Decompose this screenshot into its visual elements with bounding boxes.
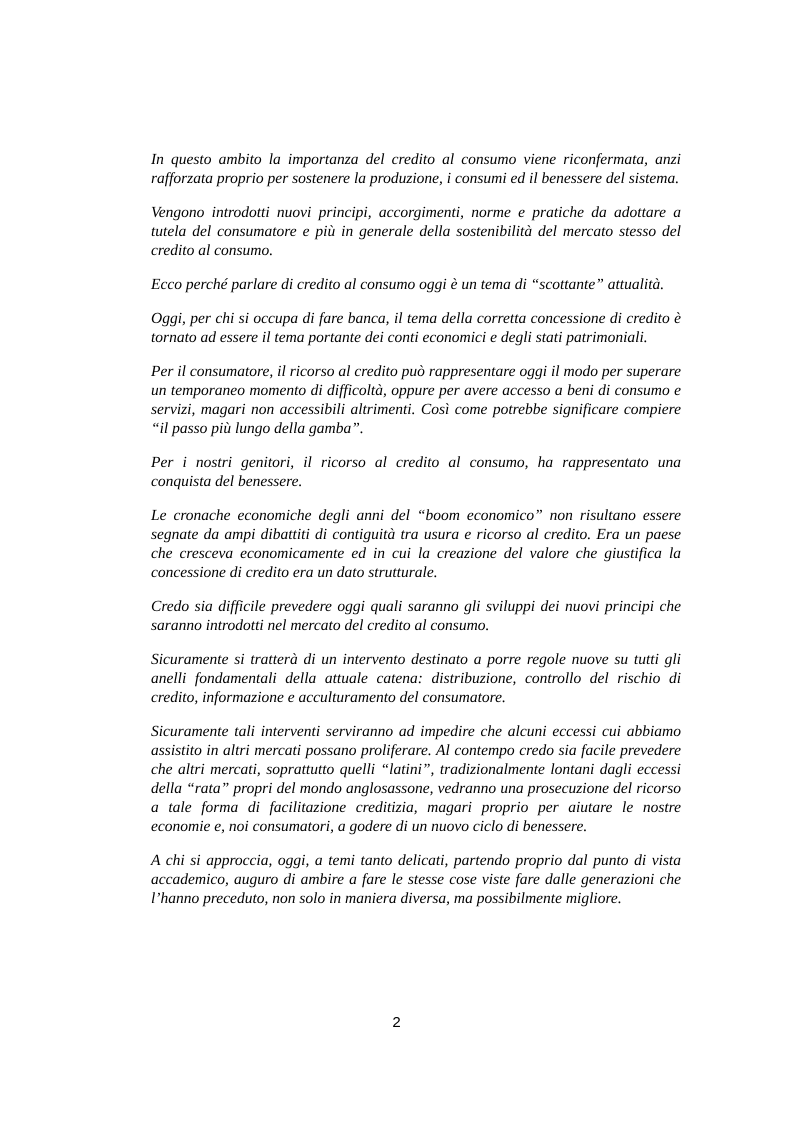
paragraph-7: Le cronache economiche degli anni del “boom economico” non risultano essere segnate da ampi dibattiti di contiguità tra usura e ricorso al credito. Era un paese che cresceva economicamente ed in cui la creazione del valore che giustifica la concessione di credito era un dato strutturale. xyxy=(151,507,681,581)
paragraph-6: Per i nostri genitori, il ricorso al credito al consumo, ha rappresentato una conquista del benessere. xyxy=(151,454,681,490)
paragraph-10: Sicuramente tali interventi serviranno ad impedire che alcuni eccessi cui abbiamo assistito in altri mercati possano proliferare. Al contempo credo sia facile prevedere che altri mercati, soprattutto quelli “latini”, tradizionalmente lontani dagli eccessi della “rata” propri del mondo anglosassone, vedranno una prosecuzione del ricorso a tale forma di facilitazione creditizia, magari proprio per aiutare le nostre economie e, noi consumatori, a godere di un nuovo ciclo di benessere. xyxy=(151,723,681,835)
paragraph-8: Credo sia difficile prevedere oggi quali saranno gli sviluppi dei nuovi principi che saranno introdotti nel mercato del credito al consumo. xyxy=(151,598,681,634)
paragraph-11: A chi si approccia, oggi, a temi tanto delicati, partendo proprio dal punto di vista accademico, auguro di ambire a fare le stesse cose viste fare dalle generazioni che l’hanno preceduto, non solo in maniera diversa, ma possibilmente migliore. xyxy=(151,852,681,907)
paragraph-1: In questo ambito la importanza del credito al consumo viene riconfermata, anzi rafforzata proprio per sostenere la produzione, i consumi ed il benessere del sistema. xyxy=(151,151,681,187)
paragraph-4: Oggi, per chi si occupa di fare banca, il tema della corretta concessione di credito è tornato ad essere il tema portante dei conti economici e degli stati patrimoniali. xyxy=(151,310,681,346)
body-text xyxy=(151,150,681,923)
paragraph-9: Sicuramente si tratterà di un intervento destinato a porre regole nuove su tutti gli anelli fondamentali della attuale catena: distribuzione, controllo del rischio di credito, informazione e acculturamento del consumatore. xyxy=(151,651,681,706)
page-number: 2 xyxy=(392,1014,401,1031)
paragraph-3: Ecco perché parlare di credito al consumo oggi è un tema di “scottante” attualità. xyxy=(151,276,665,293)
paragraph-2: Vengono introdotti nuovi principi, accorgimenti, norme e pratiche da adottare a tutela del consumatore e più in generale della sostenibilità del mercato stesso del credito al consumo. xyxy=(151,204,681,259)
paragraph-5: Per il consumatore, il ricorso al credito può rappresentare oggi il modo per superare un temporaneo momento di difficoltà, oppure per avere accesso a beni di consumo e servizi, magari non accessibili altrimenti. Così come potrebbe significare compiere “il passo più lungo della gamba”. xyxy=(151,363,681,437)
